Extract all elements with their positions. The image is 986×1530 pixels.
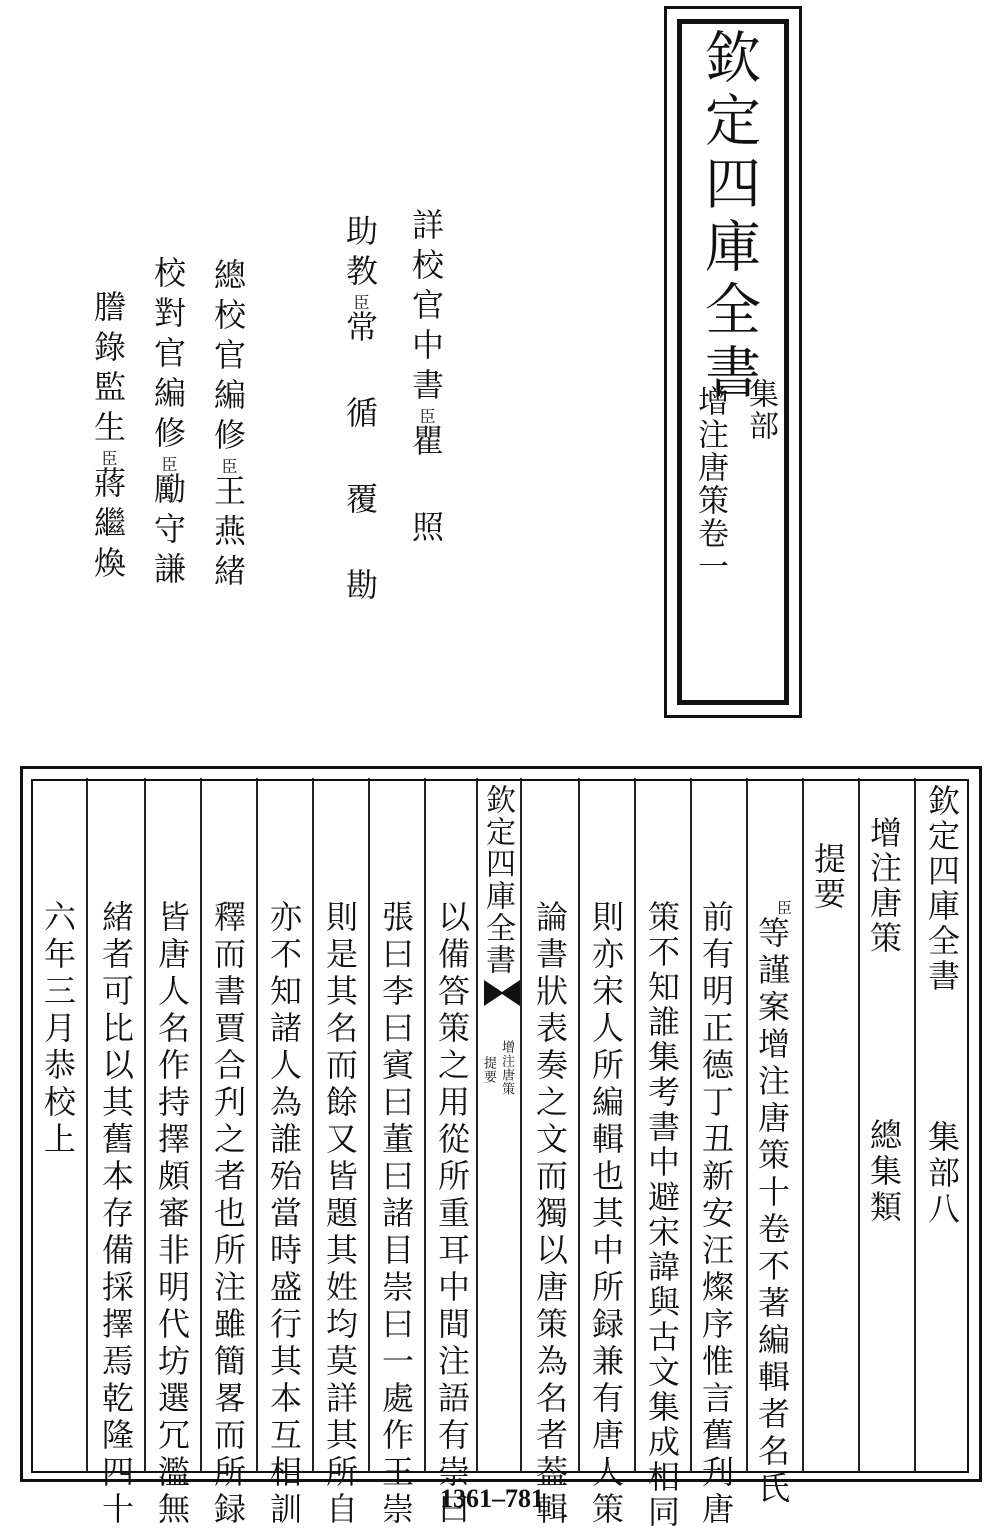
text-column: 緒者可比以其舊本存備採擇焉乾隆四十: [97, 900, 135, 1529]
text-column: 亦不知諸人為誰殆當時盛行其本互相訓: [265, 900, 303, 1529]
column-rule: [746, 778, 748, 1472]
column-rule: [476, 778, 478, 1472]
book-title: 增注唐策: [865, 816, 903, 956]
category-label: 集部八: [923, 1120, 961, 1228]
text-column: 等謹案增注唐策十卷不著編輯者名氏: [753, 916, 791, 1508]
cover-title: 欽定四庫全書: [696, 28, 761, 406]
proofreader-line: 謄錄監生臣蔣繼煥: [89, 290, 127, 586]
text-column: 張曰李曰賓曰董曰諸目崇曰一處作王崇: [377, 900, 415, 1529]
column-rule: [424, 778, 426, 1472]
text-column: 前有明正德丁丑新安汪燦序惟言舊刋唐: [697, 900, 735, 1529]
text-column: 以備答策之用從所重耳中間注語有崇曰: [433, 900, 471, 1529]
gutter-tiyao: 提要: [481, 1056, 496, 1084]
column-rule: [520, 778, 522, 1472]
column-rule: [690, 778, 692, 1472]
column-rule: [256, 778, 258, 1472]
category-sub-label: 總集類: [865, 1118, 903, 1226]
column-rule: [802, 778, 804, 1472]
chen-mark: 臣: [775, 900, 793, 915]
fish-tail-mark-icon: [484, 980, 520, 1006]
gutter-book-title: 增注唐策: [499, 1040, 514, 1096]
text-column: 釋而書賈合刋之者也所注雖簡畧而所録: [209, 900, 247, 1529]
tiyao-heading: 提要: [809, 842, 847, 912]
page-header-title: 欽定四庫全書: [923, 784, 961, 994]
column-rule: [144, 778, 146, 1472]
column-rule: [578, 778, 580, 1472]
proofreader-line: 總校官編修臣王燕緒: [209, 258, 247, 594]
text-column: 論書狀表奏之文而獨以唐策為名者葢輯: [531, 900, 569, 1529]
proofreader-line: 詳校官中書臣瞿 照: [407, 208, 445, 550]
proofreader-line: 校對官編修臣勵守謙: [149, 256, 187, 592]
cover-book-volume: 增注唐策卷一: [692, 385, 728, 583]
column-rule: [914, 778, 916, 1472]
column-rule: [200, 778, 202, 1472]
column-rule: [368, 778, 370, 1472]
text-column: 皆唐人名作持擇頗審非明代坊選冗濫無: [153, 900, 191, 1529]
proofreader-line: 助教臣常 循 覆 勘: [341, 214, 379, 608]
text-column: 則亦宋人所編輯也其中所録兼有唐人策: [587, 900, 625, 1529]
cover-section: 集部: [743, 378, 778, 442]
text-column: 則是其名而餘又皆題其姓均莫詳其所自: [321, 900, 359, 1529]
column-rule: [634, 778, 636, 1472]
text-column: 六年三月恭校上: [39, 900, 77, 1159]
column-rule: [858, 778, 860, 1472]
page-number: 1361–781: [440, 1484, 544, 1513]
text-column: 策不知誰集考書中避宋諱與古文集成相同: [643, 900, 681, 1530]
gutter-title: 欽定四庫全書: [480, 784, 515, 976]
column-rule: [86, 778, 88, 1472]
column-rule: [312, 778, 314, 1472]
